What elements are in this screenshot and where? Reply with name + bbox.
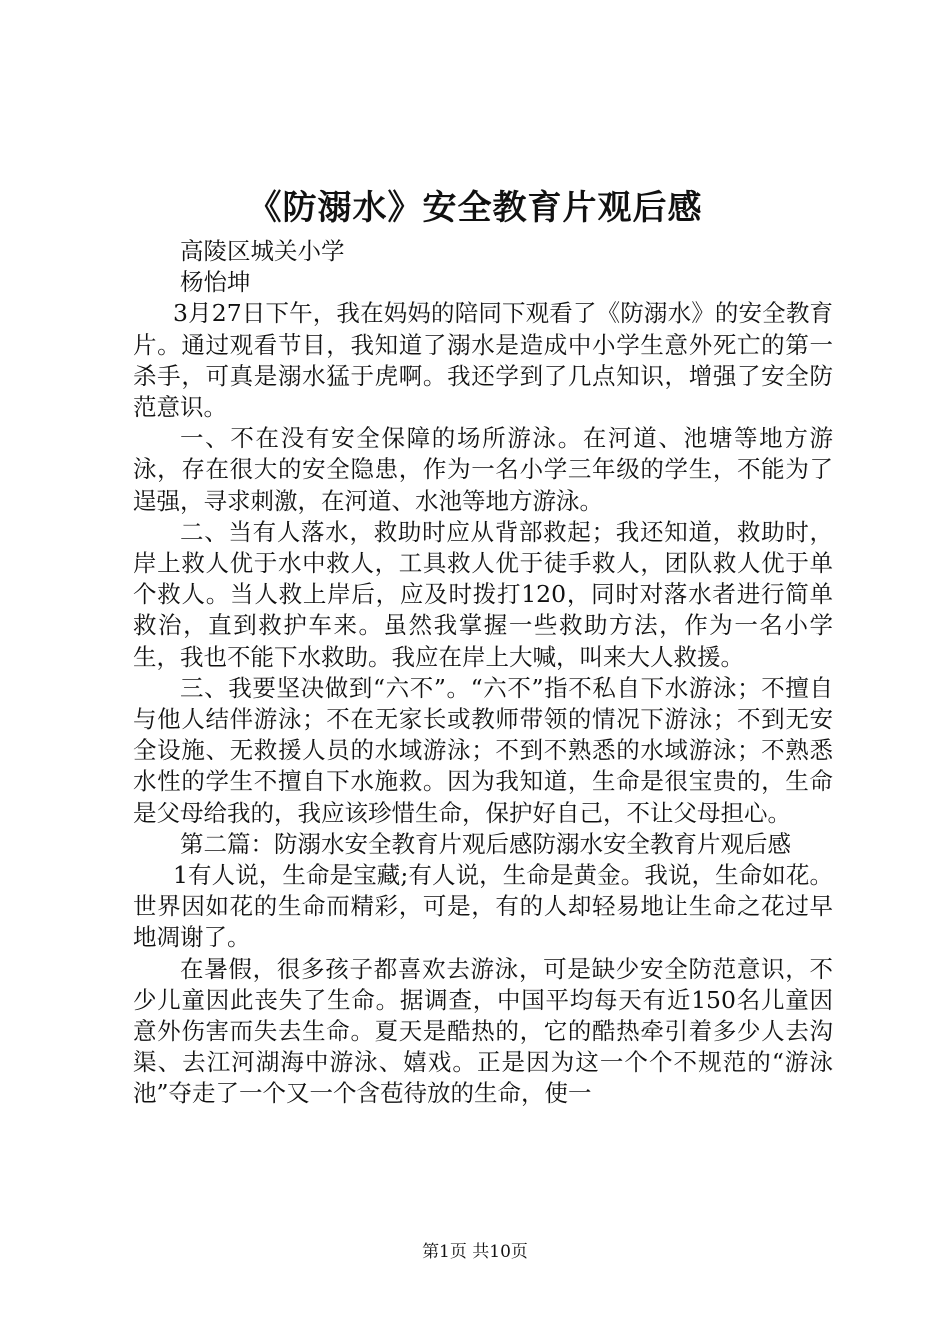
paragraph-second-article-heading: 第二篇：防溺水安全教育片观后感防溺水安全教育片观后感 (180, 829, 791, 858)
paragraph-intro: 3月27日下午，我在妈妈的陪同下观看了《防溺水》的安全教育片。通过观看节目，我知道了溺水是造成中小学生意外死亡的第一杀手，可真是溺水猛于虎啊。我还学到了几点知识，增强了安全防范意识。 (133, 299, 833, 422)
paragraph-life-like-flower: 1有人说，生命是宝藏;有人说，生命是黄金。我说，生命如花。世界因如花的生命而精彩，可是，有的人却轻易地让生命之花过早地凋谢了。 (133, 861, 833, 952)
document-body (133, 236, 833, 1110)
document-title: 《防溺水》安全教育片观后感 (247, 188, 703, 228)
paragraph-point-two: 二、当有人落水，救助时应从背部救起；我还知道，救助时，岸上救人优于水中救人，工具救人优于徒手救人，团队救人优于单个救人。当人救上岸后，应及时拨打120，同时对落水者进行简单救治，直到救护车来。虽然我掌握一些救助方法，作为一名小学生，我也不能下水救助。我应在岸上大喊，叫来大人救援。 (133, 517, 833, 671)
paragraph-point-one: 一、不在没有安全保障的场所游泳。在河道、池塘等地方游泳，存在很大的安全隐患，作为一名小学三年级的学生，不能为了逞强，寻求刺激，在河道、水池等地方游泳。 (133, 424, 833, 515)
paragraph-point-three: 三、我要坚决做到“六不”。“六不”指不私自下水游泳；不擅自与他人结伴游泳；不在无家长或教师带领的情况下游泳；不到无安全设施、无救援人员的水域游泳；不到不熟悉的水域游泳；不熟悉水性的学生不擅自下水施救。因为我知道，生命是很宝贵的，生命是父母给我的，我应该珍惜生命，保护好自己，不让父母担心。 (133, 673, 833, 827)
author-name: 杨怡坤 (180, 268, 251, 297)
page-footer: 第1页 共10页 (422, 1242, 528, 1262)
school-name: 高陵区城关小学 (180, 237, 345, 265)
paragraph-summer-swimming: 在暑假，很多孩子都喜欢去游泳，可是缺少安全防范意识，不少儿童因此丧失了生命。据调查，中国平均每天有近150名儿童因意外伤害而失去生命。夏天是酷热的，它的酷热牵引着多少人去沟渠、去江河湖海中游泳、嬉戏。正是因为这一个个不规范的“游泳池”夺走了一个又一个含苞待放的生命，使一 (133, 954, 833, 1108)
